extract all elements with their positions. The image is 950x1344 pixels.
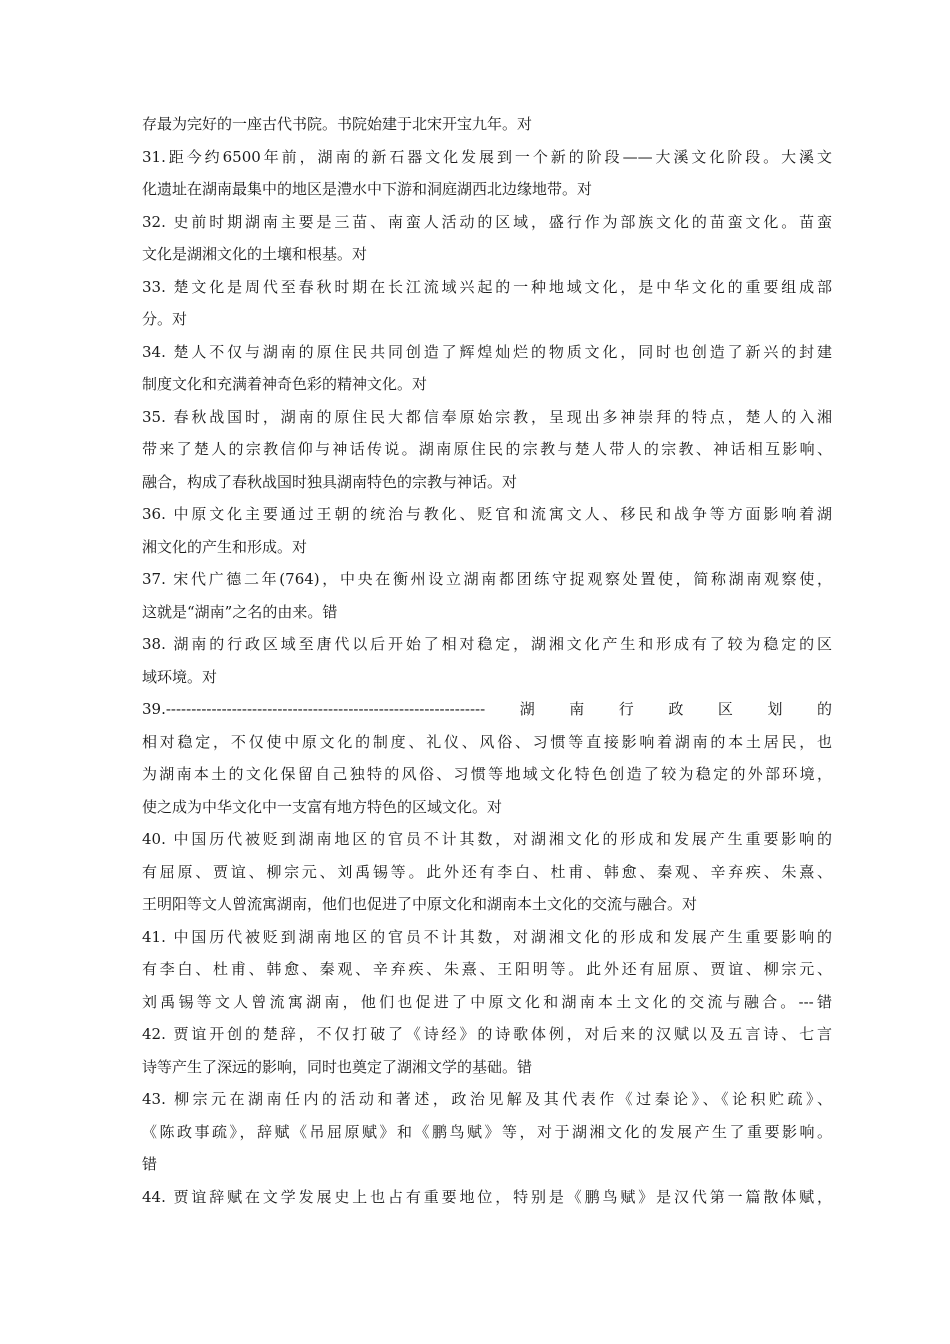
text-line: 有屈原、贾谊、柳宗元、刘禹锡等。此外还有李白、杜甫、韩愈、秦观、辛弃疾、朱熹、 <box>142 862 832 881</box>
text-line: 31.距今约6500年前，湖南的新石器文化发展到一个新的阶段——大溪文化阶段。大溪文 <box>142 147 832 166</box>
text-line: 40. 中国历代被贬到湖南地区的官员不计其数，对湖湘文化的形成和发展产生重要影响的 <box>142 830 832 848</box>
text-line: 41. 中国历代被贬到湖南地区的官员不计其数，对湖湘文化的形成和发展产生重要影响的 <box>142 927 832 946</box>
text-line: 39.---------------------------------------------------------------湖南行政区划的 <box>142 700 832 718</box>
text-line: 有李白、杜甫、韩愈、秦观、辛弃疾、朱熹、王阳明等。此外还有屈原、贾谊、柳宗元、 <box>142 960 832 978</box>
text-line: 域环境。对 <box>142 667 218 686</box>
text-line: 化遗址在湖南最集中的地区是澧水中下游和洞庭湖西北边缘地带。对 <box>142 180 593 198</box>
text-line: 湘文化的产生和形成。对 <box>142 537 308 556</box>
text-line: 38. 湖南的行政区域至唐代以后开始了相对稳定，湖湘文化产生和形成有了较为稳定的区 <box>142 635 832 653</box>
text-line: 43. 柳宗元在湖南任内的活动和著述，政治见解及其代表作《过秦论》、《论积贮疏》、 <box>142 1090 832 1108</box>
text-line: 文化是湖湘文化的土壤和根基。对 <box>142 245 368 263</box>
text-line: 制度文化和充满着神奇色彩的精神文化。对 <box>142 375 428 393</box>
text-line: 刘禹锡等文人曾流寓湖南，他们也促进了中原文化和湖南本土文化的交流与融合。---错 <box>142 992 832 1011</box>
text-line: 王明阳等文人曾流寓湖南，他们也促进了中原文化和湖南本土文化的交流与融合。对 <box>142 895 698 913</box>
text-line: 35. 春秋战国时，湖南的原住民大都信奉原始宗教，呈现出多神崇拜的特点，楚人的入湘 <box>142 407 832 426</box>
text-line: 带来了楚人的宗教信仰与神话传说。湖南原住民的宗教与楚人带人的宗教、神话相互影响、 <box>142 440 832 458</box>
text-line: 《陈政事疏》，辞赋《吊屈原赋》和《鹏鸟赋》等，对于湖湘文化的发展产生了重要影响。 <box>142 1122 832 1141</box>
text-line: 融合，构成了春秋战国时独具湖南特色的宗教与神话。对 <box>142 472 518 491</box>
text-line: 44. 贾谊辞赋在文学发展史上也占有重要地位，特别是《鹏鸟赋》是汉代第一篇散体赋， <box>142 1187 832 1206</box>
text-line: 相对稳定，不仅使中原文化的制度、礼仪、风俗、习惯等直接影响着湖南的本土居民，也 <box>142 732 832 751</box>
text-line: 这就是“湖南”之名的由来。错 <box>142 602 338 621</box>
text-line: 42. 贾谊开创的楚辞，不仅打破了《诗经》的诗歌体例，对后来的汉赋以及五言诗、七言 <box>142 1025 832 1043</box>
document-body <box>142 108 832 1213</box>
text-line: 34. 楚人不仅与湖南的原住民共同创造了辉煌灿烂的物质文化，同时也创造了新兴的封建 <box>142 342 832 361</box>
text-line: 存最为完好的一座古代书院。书院始建于北宋开宝九年。对 <box>142 115 533 133</box>
text-line: 使之成为中华文化中一支富有地方特色的区域文化。对 <box>142 797 503 816</box>
text-line: 为湖南本土的文化保留自己独特的风俗、习惯等地域文化特色创造了较为稳定的外部环境， <box>142 765 832 783</box>
text-line: 错 <box>142 1155 158 1173</box>
text-line: 分。对 <box>142 310 188 328</box>
text-line: 32. 史前时期湖南主要是三苗、南蛮人活动的区域，盛行作为部族文化的苗蛮文化。苗蛮 <box>142 212 832 231</box>
text-line: 33. 楚文化是周代至春秋时期在长江流域兴起的一种地域文化，是中华文化的重要组成部 <box>142 277 832 296</box>
text-line: 36. 中原文化主要通过王朝的统治与教化、贬官和流寓文人、移民和战争等方面影响着湖 <box>142 505 832 523</box>
text-line: 37. 宋代广德二年(764)，中央在衡州设立湖南都团练守捉观察处置使，简称湖南观察使， <box>142 570 832 588</box>
text-line: 诗等产生了深远的影响，同时也奠定了湖湘文学的基础。错 <box>142 1057 533 1076</box>
